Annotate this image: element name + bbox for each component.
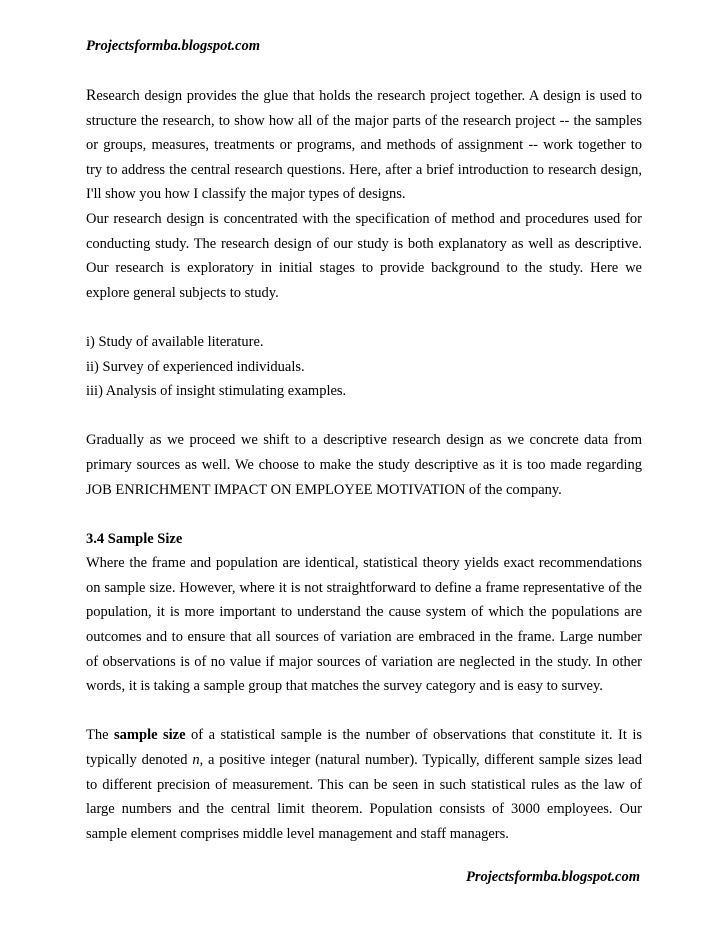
footer-site-name: Projectsformba.blogspot.com bbox=[466, 869, 640, 885]
text-run: , a positive integer (natural number). Typically, different sample sizes lead to different precision of measurement. This can be seen in such statistical rules as the law of large numbers and the central limit theorem. Population consists of 3000 employees. Our sample element comprises middle level management and staff managers. bbox=[86, 752, 642, 842]
paragraph-sample-size-definition bbox=[86, 723, 642, 846]
paragraph-descriptive-design: Gradually as we proceed we shift to a descriptive research design as we concrete data from primary sources as well. We choose to make the study descriptive as it is too made regarding JOB ENRICHMENT IMPACT ON EMPLOYEE MOTIVATION of the company. bbox=[86, 432, 642, 498]
spacer bbox=[86, 404, 642, 429]
section-heading-sample-size: 3.4 Sample Size bbox=[86, 530, 183, 547]
list-item-literature: i) Study of available literature. bbox=[86, 333, 264, 350]
spacer bbox=[86, 502, 642, 527]
list-item-survey: ii) Survey of experienced individuals. bbox=[86, 358, 305, 375]
document-page bbox=[86, 36, 642, 846]
italic-symbol-n: n bbox=[192, 752, 200, 769]
spacer bbox=[86, 699, 642, 724]
header-site-name: Projectsformba.blogspot.com bbox=[86, 38, 260, 54]
text-run: The bbox=[86, 727, 115, 744]
paragraph-research-design-intro: Research design provides the glue that holds the research project together. A design is used to structure the research, to show how all of the major parts of the research project -- the samples or groups, measures, treatments or programs, and methods of assignment -- work together to try to address the central research questions. Here, after a brief introduction to research design, I'll show you how I classify the major types of designs. bbox=[86, 87, 642, 203]
paragraph-frame-population: Where the frame and population are identical, statistical theory yields exact recommendations on sample size. However, where it is not straightforward to define a frame representative of the population, it is more important to understand the cause system of which the populations are outcomes and to ensure that all sources of variation are embraced in the frame. Large number of observations is of no value if major sources of variation are neglected in the study. In other words, it is taking a sample group that matches the survey category and is easy to survey. bbox=[86, 555, 642, 695]
text-run: of a statistical sample is the number of observations that constitute it. It is typically denoted bbox=[86, 727, 643, 769]
paragraph-our-research-design: Our research design is concentrated with the specification of method and procedures used for conducting study. The research design of our study is both explanatory as well as descriptive. Our research is exploratory in initial stages to provide background to the study. Here we explore general subjects to study. bbox=[86, 210, 642, 301]
list-item-analysis: iii) Analysis of insight stimulating examples. bbox=[86, 383, 347, 400]
spacer bbox=[86, 305, 642, 330]
bold-term-sample-size: sample size bbox=[114, 727, 186, 744]
